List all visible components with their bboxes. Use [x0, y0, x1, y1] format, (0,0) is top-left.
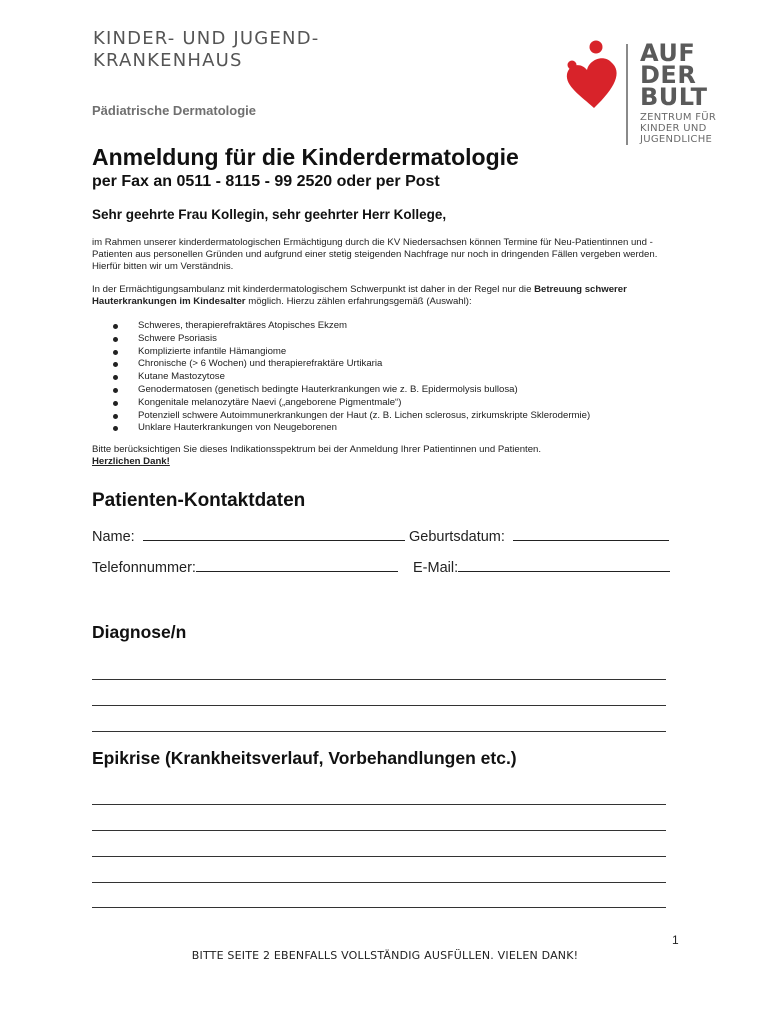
clinic-name-line1: KINDER- UND JUGEND- [93, 28, 320, 49]
brand-line-3: BULT [640, 83, 708, 111]
epikrise-line[interactable] [92, 882, 666, 883]
tagline-line-1: ZENTRUM FÜR [640, 112, 717, 123]
list-item: Kongenitale melanozytäre Naevi („angeborene Pigmentmale“) [113, 397, 590, 410]
brand-line-1: AUF [640, 39, 696, 67]
list-item: Schwere Psoriasis [113, 333, 590, 346]
epikrise-heading: Epikrise (Krankheitsverlauf, Vorbehandlungen etc.) [92, 748, 517, 768]
clinic-name [93, 28, 319, 72]
tagline-line-2: KINDER UND [640, 123, 707, 134]
closing-paragraph [92, 444, 677, 468]
list-item: Unklare Hauterkrankungen von Neugeborenen [113, 422, 590, 435]
logo-divider [626, 44, 628, 145]
patient-section-heading: Patienten-Kontaktdaten [92, 490, 306, 511]
salutation: Sehr geehrte Frau Kollegin, sehr geehrter Herr Kollege, [92, 207, 447, 222]
page-title: Anmeldung für die Kinderdermatologie [92, 144, 519, 170]
list-item: Kutane Mastozytose [113, 371, 590, 384]
list-item: Komplizierte infantile Hämangiome [113, 346, 590, 359]
birthdate-input-line[interactable] [513, 528, 669, 541]
list-item: Potenziell schwere Autoimmunerkrankungen der Haut (z. B. Lichen sclerosus, zirkumskripte Sklerodermie) [113, 410, 590, 423]
list-item: Genodermatosen (genetisch bedingte Hauterkrankungen wie z. B. Epidermolysis bullosa) [113, 384, 590, 397]
email-label: E-Mail: [413, 560, 459, 576]
epikrise-line[interactable] [92, 804, 666, 805]
logo-heart-shape [567, 58, 617, 108]
birthdate-field[interactable] [409, 528, 669, 545]
tagline-line-3: JUGENDLICHE [640, 134, 713, 145]
fax-subtitle: per Fax an 0511 - 8115 - 99 2520 oder per Post [92, 173, 440, 190]
indication-text-post: möglich. Hierzu zählen erfahrungsgemäß (Auswahl): [245, 296, 472, 307]
brand-tagline [640, 112, 716, 145]
page-number: 1 [672, 933, 679, 947]
name-field[interactable] [92, 528, 405, 545]
department-name: Pädiatrische Dermatologie [92, 103, 256, 118]
name-label: Name: [92, 529, 135, 545]
epikrise-line[interactable] [92, 907, 666, 908]
heart-logo-icon [563, 40, 625, 110]
footer-note: BITTE SEITE 2 EBENFALLS VOLLSTÄNDIG AUSFÜLLEN. VIELEN DANK! [191, 949, 579, 962]
email-input-line[interactable] [458, 559, 670, 572]
birthdate-label: Geburtsdatum: [409, 529, 505, 545]
indication-paragraph [92, 284, 677, 308]
brand-wordmark [640, 39, 708, 111]
logo-dot-large [590, 41, 603, 54]
email-field[interactable] [413, 559, 670, 576]
thanks-text: Herzlichen Dank! [92, 456, 170, 467]
name-input-line[interactable] [143, 528, 405, 541]
condition-list [113, 320, 590, 435]
list-item: Schweres, therapierefraktäres Atopisches Ekzem [113, 320, 590, 333]
epikrise-line[interactable] [92, 830, 666, 831]
brand-line-2: DER [640, 61, 697, 89]
closing-text: Bitte berücksichtigen Sie dieses Indikationsspektrum bei der Anmeldung Ihrer Patientinnen und Patienten. [92, 444, 542, 455]
phone-label: Telefonnummer: [92, 560, 196, 576]
epikrise-line[interactable] [92, 856, 666, 857]
diagnosis-line[interactable] [92, 731, 666, 732]
clinic-name-line2: KRANKENHAUS [93, 50, 243, 71]
intro-paragraph: im Rahmen unserer kinderdermatologischen Ermächtigung durch die KV Niedersachsen können Termine für Neu-Patientinnen und -Patienten aus personellen Gründen und aufgrund einer stetig steigenden Nachfrage nur noch in dringenden Fällen vergeben werden. Hierfür bitten wir um Verständnis. [92, 237, 658, 272]
list-item: Chronische (> 6 Wochen) und therapierefraktäre Urtikaria [113, 358, 590, 371]
diagnosis-line[interactable] [92, 705, 666, 706]
diagnosis-heading: Diagnose/n [92, 622, 187, 642]
diagnosis-line[interactable] [92, 679, 666, 680]
phone-input-line[interactable] [196, 559, 398, 572]
phone-field[interactable] [92, 559, 398, 576]
indication-text-bold: Betreuung schwerer Hauterkrankungen im Kindesalter [92, 284, 627, 307]
indication-text-pre: In der Ermächtigungsambulanz mit kinderdermatologischem Schwerpunkt ist daher in der Regel nur die [92, 284, 535, 295]
